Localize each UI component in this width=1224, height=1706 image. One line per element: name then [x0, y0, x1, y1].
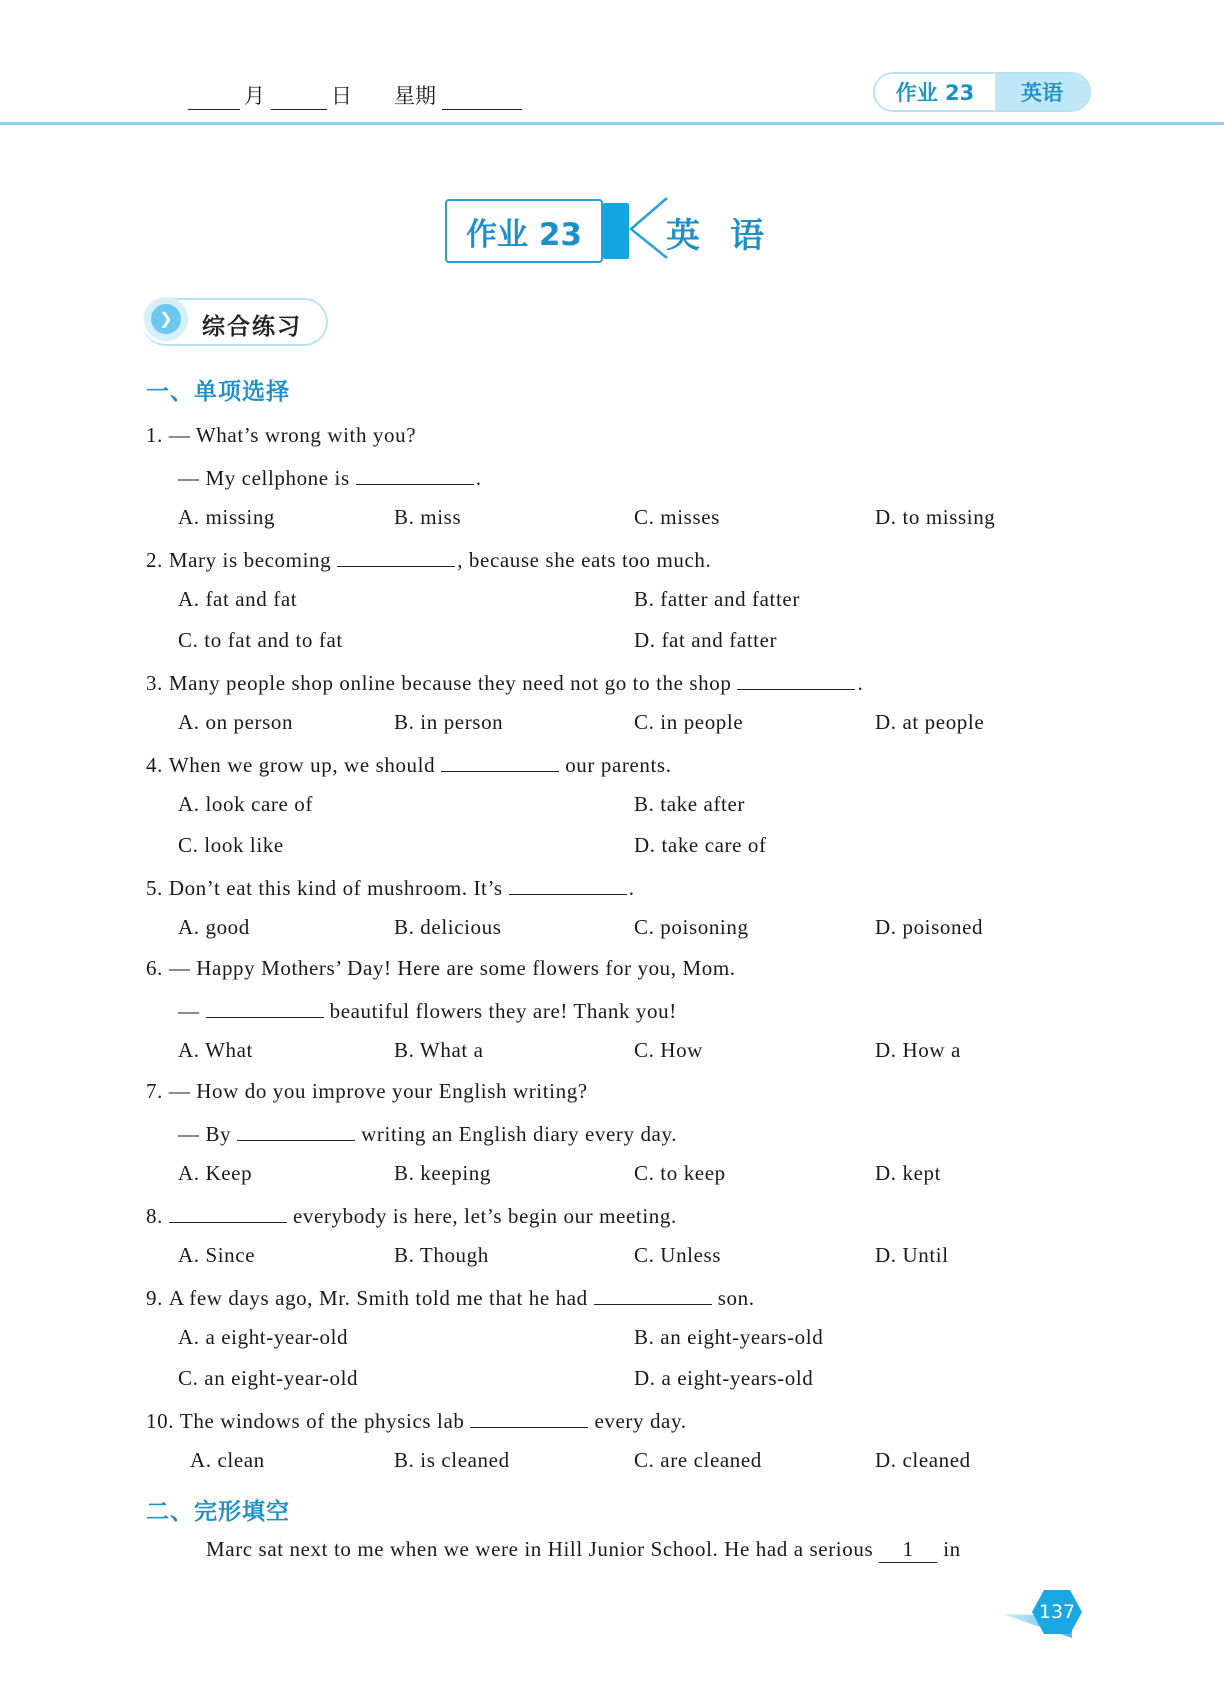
q3-option-c[interactable]: C. in people	[634, 710, 744, 734]
question-6-reply: — beautiful flowers they are! Thank you!	[178, 999, 677, 1023]
month-label: 月	[244, 84, 265, 108]
q6-option-b[interactable]: B. What a	[394, 1038, 484, 1062]
q1-option-a[interactable]: A. missing	[178, 505, 276, 529]
weekday-blank[interactable]	[442, 86, 522, 110]
q2-option-d[interactable]: D. fat and fatter	[634, 628, 778, 652]
q7-option-b[interactable]: B. keeping	[394, 1161, 491, 1185]
cloze-blank-1[interactable]: 1	[879, 1537, 937, 1563]
question-4: 4. When we grow up, we should our parents.	[146, 753, 672, 777]
q5-option-b[interactable]: B. delicious	[394, 915, 502, 939]
q5-option-a[interactable]: A. good	[178, 915, 250, 939]
q3-option-a[interactable]: A. on person	[178, 710, 294, 734]
q3-option-d[interactable]: D. at people	[875, 710, 985, 734]
question-8: 8. everybody is here, let’s begin our meeting.	[146, 1204, 677, 1228]
q5-option-c[interactable]: C. poisoning	[634, 915, 749, 939]
q10-option-d[interactable]: D. cleaned	[875, 1448, 971, 1472]
header-divider	[0, 122, 1224, 125]
q5-option-d[interactable]: D. poisoned	[875, 915, 984, 939]
answer-blank[interactable]	[237, 1120, 355, 1141]
answer-blank[interactable]	[441, 751, 559, 772]
question-7: 7. — How do you improve your English writing?	[146, 1079, 588, 1103]
question-5: 5. Don’t eat this kind of mushroom. It’s .	[146, 876, 635, 900]
answer-blank[interactable]	[206, 997, 324, 1018]
q7-option-c[interactable]: C. to keep	[634, 1161, 726, 1185]
q10-option-a[interactable]: A. clean	[190, 1448, 265, 1472]
header-tab-assignment: 作业 23	[875, 74, 995, 110]
answer-blank[interactable]	[470, 1407, 588, 1428]
header-tab-subject: 英语	[995, 74, 1089, 110]
q3-option-b[interactable]: B. in person	[394, 710, 504, 734]
answer-blank[interactable]	[737, 669, 855, 690]
q6-option-d[interactable]: D. How a	[875, 1038, 961, 1062]
part1-heading: 一、单项选择	[146, 379, 290, 405]
cloze-passage-line: Marc sat next to me when we were in Hill Junior School. He had a serious 1 in	[206, 1537, 961, 1561]
part2-heading: 二、完形填空	[146, 1499, 290, 1525]
question-9: 9. A few days ago, Mr. Smith told me that he had son.	[146, 1286, 755, 1310]
answer-blank[interactable]	[356, 464, 474, 485]
q1-option-c[interactable]: C. misses	[634, 505, 720, 529]
q10-option-b[interactable]: B. is cleaned	[394, 1448, 510, 1472]
header-tab	[873, 72, 1091, 112]
q1-option-b[interactable]: B. miss	[394, 505, 462, 529]
title-wedge-icon	[627, 196, 671, 262]
page-number: 137	[1038, 1601, 1076, 1623]
answer-blank[interactable]	[509, 874, 627, 895]
answer-blank[interactable]	[594, 1284, 712, 1305]
q9-option-d[interactable]: D. a eight-years-old	[634, 1366, 814, 1390]
date-line	[188, 80, 522, 110]
question-7-reply: — By writing an English diary every day.	[178, 1122, 678, 1146]
question-3: 3. Many people shop online because they need not go to the shop .	[146, 671, 864, 695]
q7-option-d[interactable]: D. kept	[875, 1161, 942, 1185]
answer-blank[interactable]	[337, 546, 455, 567]
q6-option-a[interactable]: A. What	[178, 1038, 253, 1062]
q9-option-b[interactable]: B. an eight-years-old	[634, 1325, 824, 1349]
q2-option-c[interactable]: C. to fat and to fat	[178, 628, 343, 652]
q4-option-b[interactable]: B. take after	[634, 792, 745, 816]
q1-option-d[interactable]: D. to missing	[875, 505, 996, 529]
q2-option-a[interactable]: A. fat and fat	[178, 587, 298, 611]
question-1: 1. — What’s wrong with you?	[146, 423, 417, 447]
q7-option-a[interactable]: A. Keep	[178, 1161, 253, 1185]
q6-option-c[interactable]: C. How	[634, 1038, 703, 1062]
title-assignment-box: 作业 23	[445, 199, 603, 263]
day-blank[interactable]	[271, 86, 327, 110]
q4-option-d[interactable]: D. take care of	[634, 833, 767, 857]
q10-option-c[interactable]: C. are cleaned	[634, 1448, 762, 1472]
question-6: 6. — Happy Mothers’ Day! Here are some flowers for you, Mom.	[146, 956, 736, 980]
answer-blank[interactable]	[169, 1202, 287, 1223]
q4-option-a[interactable]: A. look care of	[178, 792, 313, 816]
month-blank[interactable]	[188, 86, 240, 110]
title-subject: 英语	[666, 216, 794, 256]
q8-option-d[interactable]: D. Until	[875, 1243, 949, 1267]
q9-option-a[interactable]: A. a eight-year-old	[178, 1325, 349, 1349]
title-bar-decoration	[603, 203, 629, 259]
q8-option-c[interactable]: C. Unless	[634, 1243, 722, 1267]
q2-option-b[interactable]: B. fatter and fatter	[634, 587, 800, 611]
weekday-label: 星期	[394, 84, 436, 108]
section-arrow-icon: ❯	[144, 297, 188, 341]
day-label: 日	[331, 84, 352, 108]
q8-option-a[interactable]: A. Since	[178, 1243, 256, 1267]
q4-option-c[interactable]: C. look like	[178, 833, 284, 857]
question-2: 2. Mary is becoming , because she eats too much.	[146, 548, 712, 572]
q8-option-b[interactable]: B. Though	[394, 1243, 489, 1267]
section-label: 综合练习	[202, 314, 302, 340]
q9-option-c[interactable]: C. an eight-year-old	[178, 1366, 359, 1390]
question-1-reply: — My cellphone is .	[178, 466, 482, 490]
question-10: 10. The windows of the physics lab every day.	[146, 1409, 687, 1433]
